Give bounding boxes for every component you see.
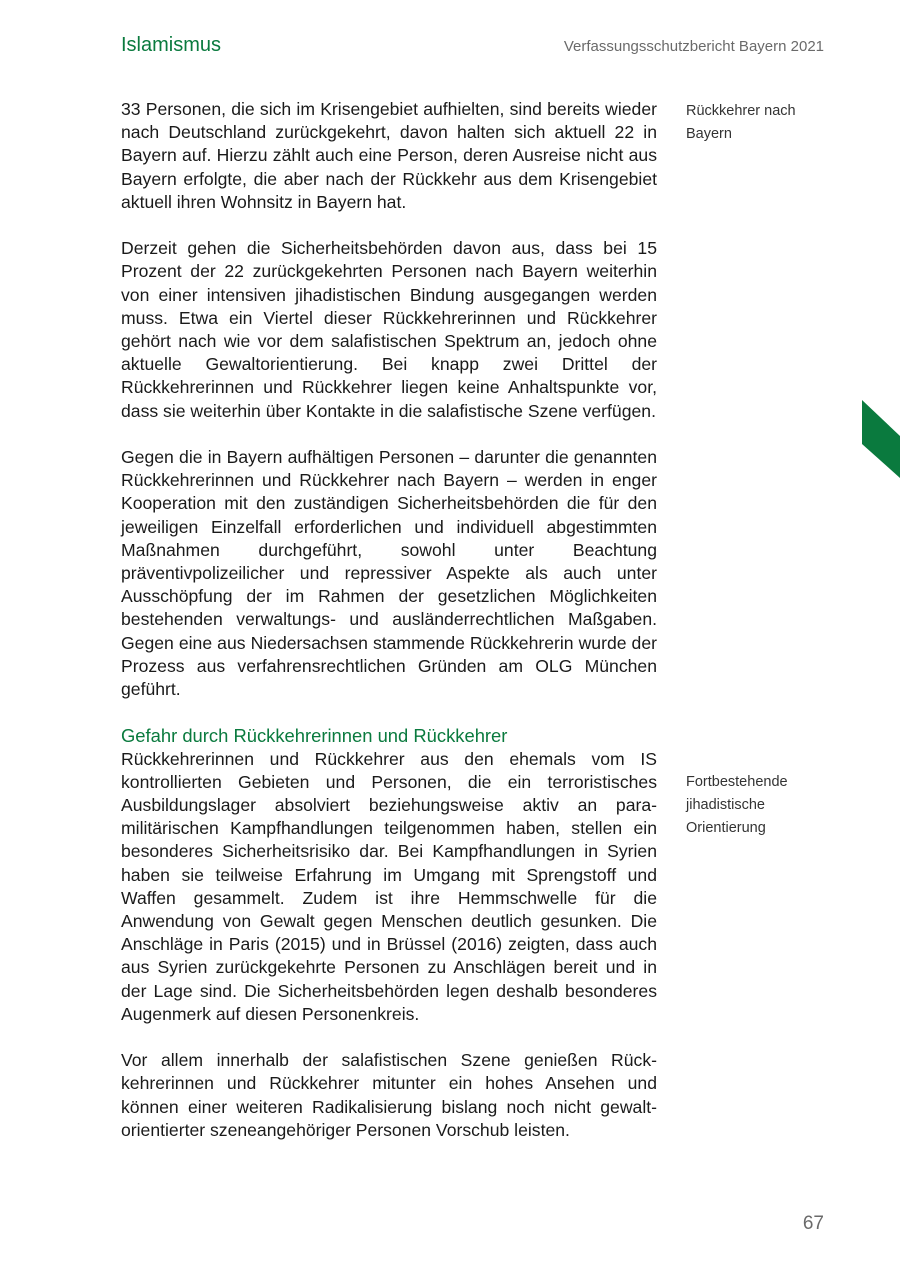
page-number: 67 [802,1213,824,1234]
margin-note-orientation [686,771,846,840]
body-text [121,98,657,1165]
subheading: Gefahr durch Rückkehrerinnen und Rückkehrer [121,725,508,747]
margin-note-returnees [686,100,846,146]
margin-note-line: Bayern [686,126,732,142]
paragraph: 33 Personen, die sich im Krisengebiet aufhielten, sind bereits wieder nach Deutschland zurückgekehrt, davon halten sich aktuell 22 in Bayern auf. Hierzu zählt auch eine Person, deren Ausreise nicht aus Bayern erfolgte, die aber nach der Rückkehr aus dem Krisengebiet aktuell ihren Wohnsitz in Bayern hat. [121,99,657,212]
margin-note-line: Orientierung [686,820,766,836]
paragraph: Gegen die in Bayern aufhältigen Personen – darunter die genannten Rückkehrerinnen und Rückkehrer nach Bayern – werden in enger Kooperation mit den zuständigen Sicherheitsbehörden die für den jeweiligen Einzelfall erforderlichen und individuell abgestimmten Maßnahmen durchgeführt, sowohl unter Beachtung präventivpolizeilicher und repressiver Aspekte als auch unter Ausschöpfung der im Rahmen der gesetzlichen Möglichkeiten bestehenden verwaltungs- und ausländerrechtlichen Maßgaben. Gegen eine aus Niedersachsen stammende Rückkehrerin wurde der Prozess aus verfahrensrechtlichen Gründen am OLG München geführt. [121,447,657,700]
report-title: Verfassungsschutzbericht Bayern 2021 [563,38,824,55]
section-title: Islamismus [121,34,222,56]
paragraph: Derzeit gehen die Sicherheitsbehörden davon aus, dass bei 15 Prozent der 22 zurückgekehrten Personen nach Bayern weiterhin von einer intensiven jihadistischen Bindung ausgegangen werden muss. Etwa ein Viertel dieser Rückkehrerinnen und Rückkehrer gehört nach wie vor dem salafistischen Spektrum an, jedoch ohne aktuelle Gewaltorientierung. Bei knapp zwei Drittel der Rückkehrerinnen und Rückkehrer liegen keine Anhaltspunkte vor, dass sie weiterhin über Kontakte in die salafistische Szene verfügen. [121,238,657,421]
paragraph: Rückkehrerinnen und Rückkehrer aus den ehemals vom IS kontrollierten Gebieten und Personen, die ein terroristisches Ausbildungslager absolviert beziehungsweise aktiv an paramilitärischen Kampfhandlungen teilgenommen haben, stellen ein besonderes Sicherheitsrisiko dar. Bei Kampfhandlungen in Syrien haben sie teilweise Erfahrung im Umgang mit Sprengstoff und Waffen gesammelt. Zudem ist ihre Hemmschwelle für die Anwendung von Gewalt gegen Menschen deutlich gesunken. Die Anschläge in Paris (2015) und in Brüssel (2016) zeigten, dass auch aus Syrien zurückgekehrte Personen zu Anschlägen bereit und in der Lage sind. Die Sicherheitsbehörden legen deshalb besonderes Augenmerk auf diesen Personenkreis. [121,748,657,1024]
chapter-tab-marker [862,400,900,478]
margin-note-line: Fortbestehende [686,774,788,790]
paragraph: Vor allem innerhalb der salafistischen Szene genießen Rückkehrerinnen und Rückkehrer mitunter ein hohes Ansehen und können einer weiteren Radikalisierung bislang noch nicht gewaltorientierter szeneangehöriger Personen Vorschub leisten. [121,1050,657,1140]
margin-note-line: Rückkehrer nach [686,103,796,119]
margin-note-line: jihadistische [686,797,765,813]
